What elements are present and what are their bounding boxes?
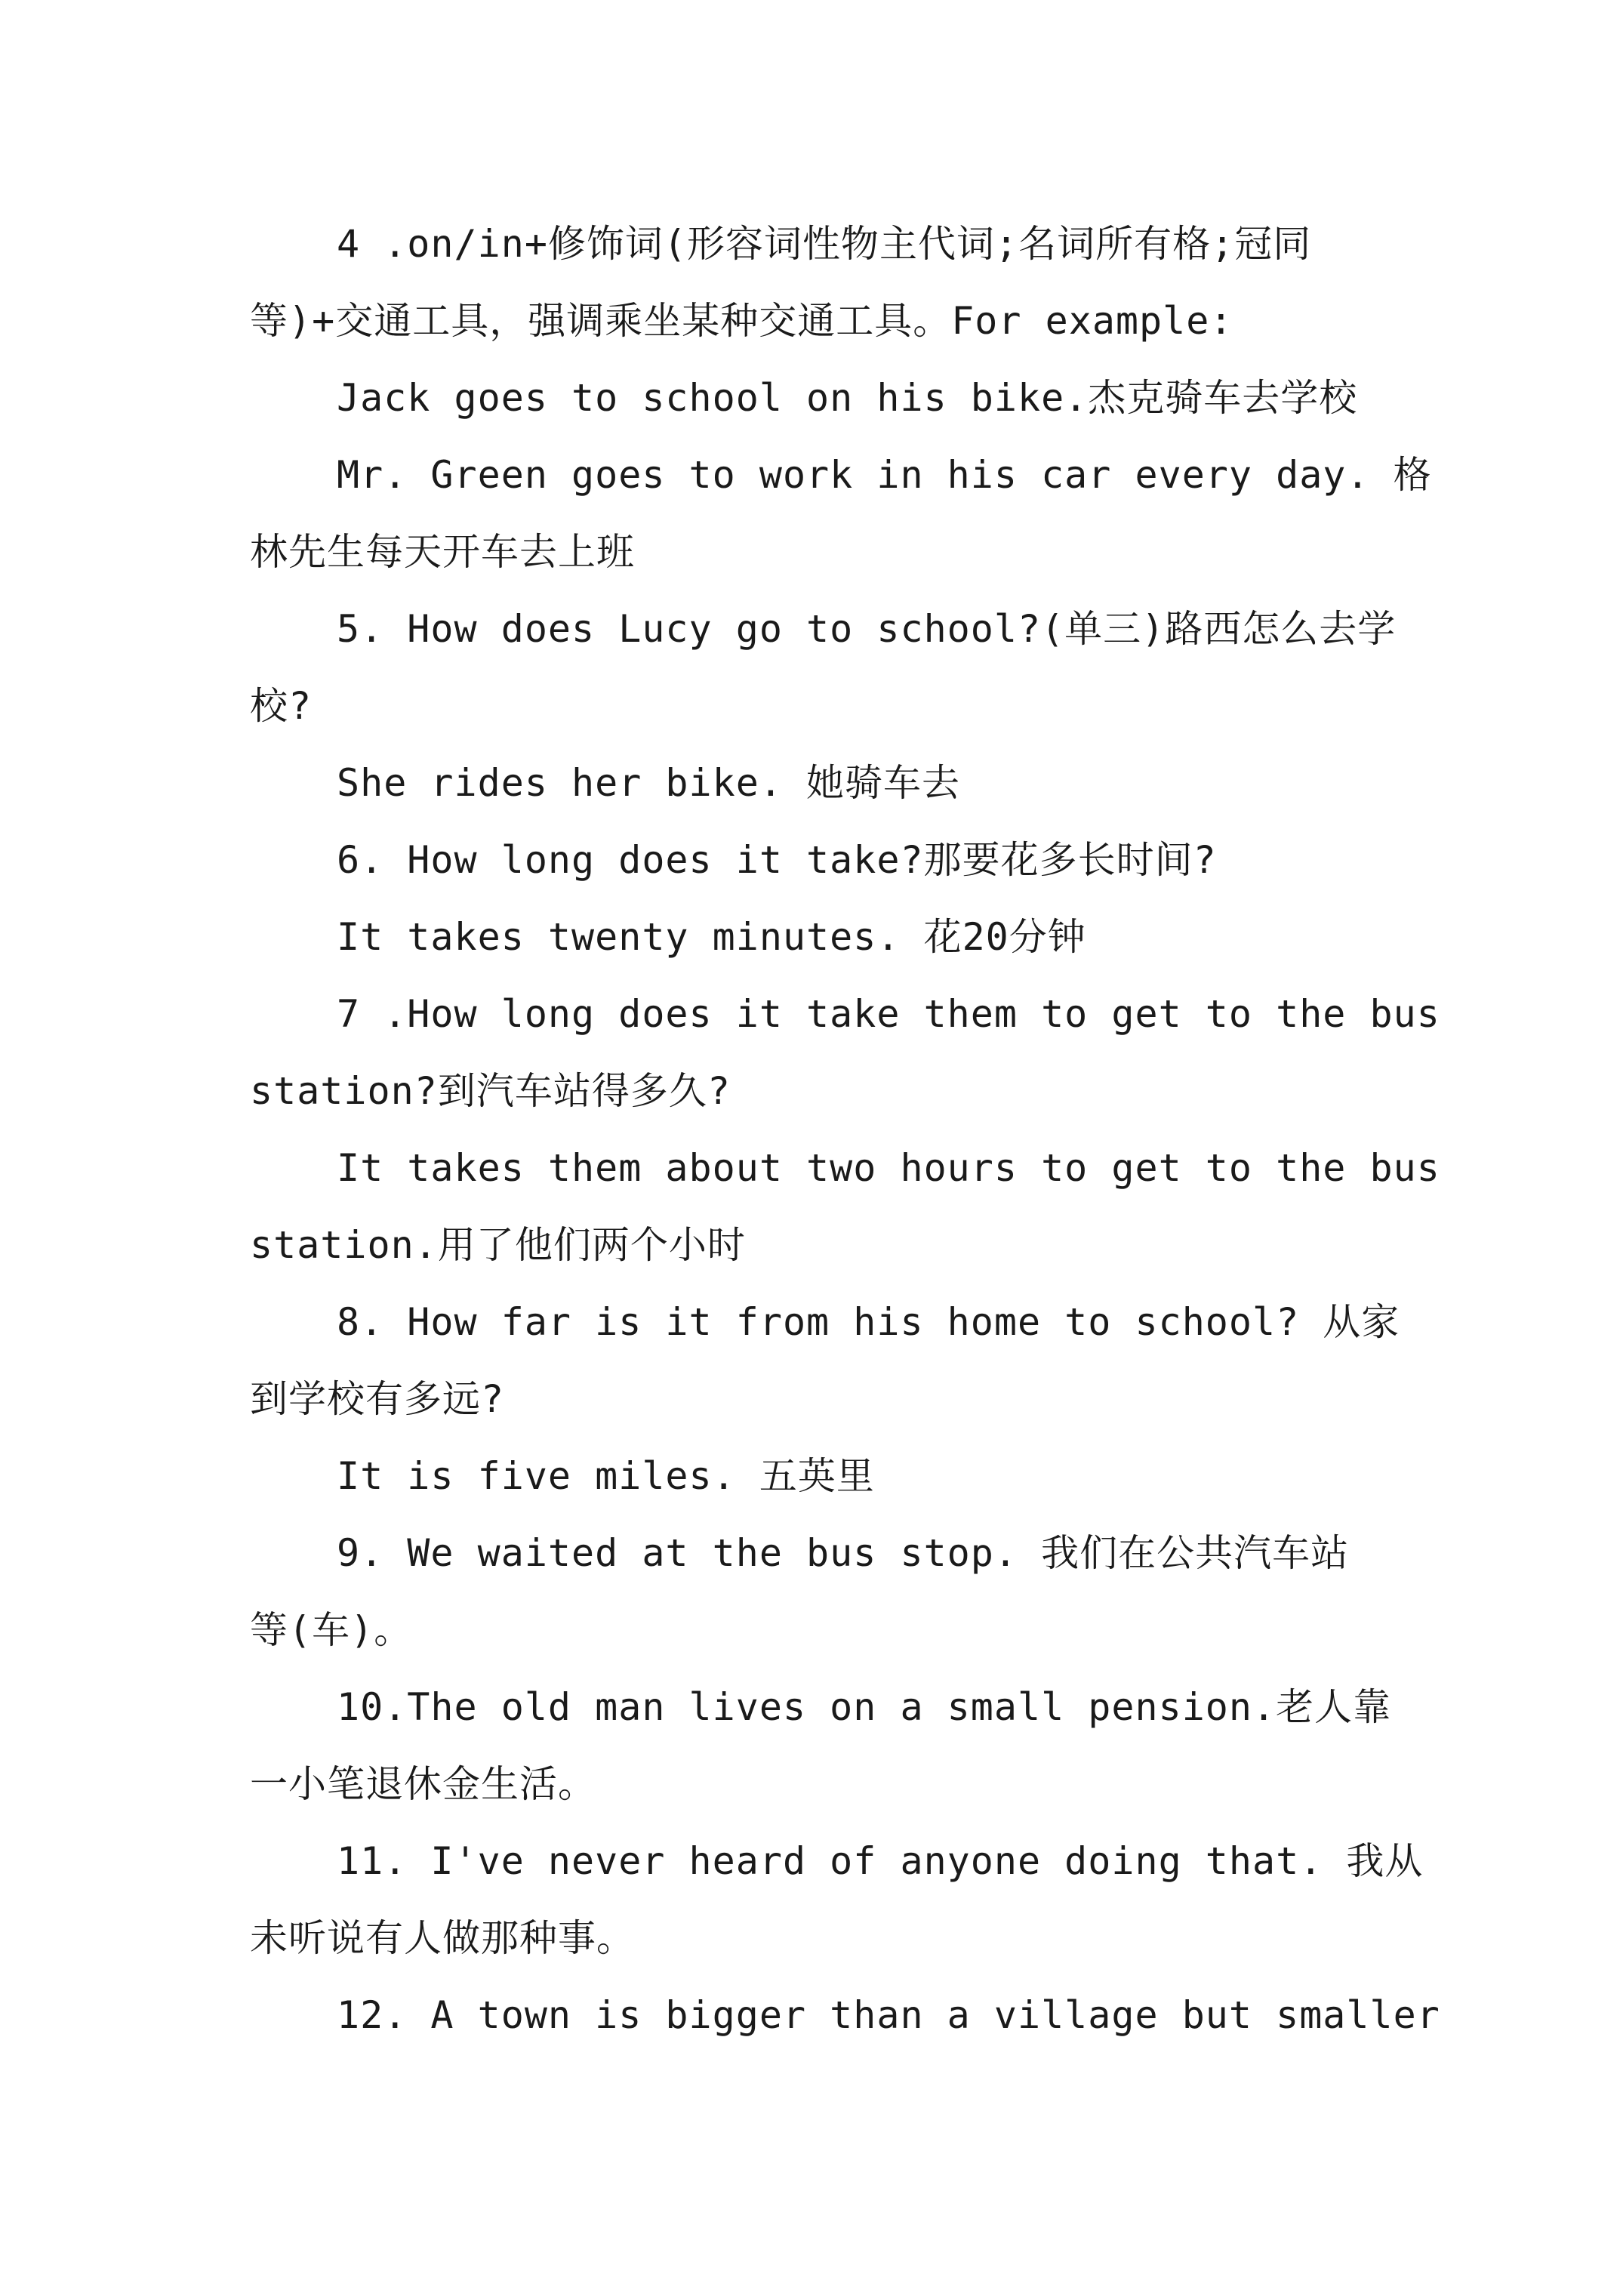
text-line: 4 .on/in+修饰词(形容词性物主代词;名词所有格;冠同 [337,222,1312,266]
text-line: She rides her bike. 她骑车去 [337,761,961,805]
text-line: station.用了他们两个小时 [250,1223,746,1267]
text-line: 5. How does Lucy go to school?(单三)路西怎么去学 [337,607,1397,651]
document-body [250,205,1440,2054]
text-line: 林先生每天开车去上班 [250,530,635,574]
text-line: 等)+交通工具，强调乘坐某种交通工具。For example: [250,299,1233,343]
text-line: 等(车)。 [250,1608,413,1652]
text-line: 未听说有人做那种事。 [250,1916,635,1960]
text-line: 8. How far is it from his home to school? 从家 [337,1300,1400,1344]
text-line: It takes them about two hours to get to the bus [337,1146,1440,1190]
text-line: 到学校有多远? [250,1377,505,1421]
text-line: 9. We waited at the bus stop. 我们在公共汽车站 [337,1531,1350,1575]
text-line: 7 .How long does it take them to get to the bus [337,992,1440,1036]
text-line: 6. How long does it take?那要花多长时间? [337,838,1217,882]
text-line: 10.The old man lives on a small pension.老人靠 [337,1685,1392,1729]
text-line: Mr. Green goes to work in his car every day. 格 [337,453,1432,497]
text-line: 11. I've never heard of anyone doing that. 我从 [337,1839,1424,1883]
text-line: It takes twenty minutes. 花20分钟 [337,915,1086,959]
text-line: 12. A town is bigger than a village but smaller [337,1993,1440,2037]
text-line: 一小笔退休金生活。 [250,1762,596,1806]
text-line: It is five miles. 五英里 [337,1454,875,1498]
text-line: 校? [250,684,313,728]
text-line: Jack goes to school on his bike.杰克骑车去学校 [337,376,1358,420]
text-line: station?到汽车站得多久? [250,1069,731,1113]
